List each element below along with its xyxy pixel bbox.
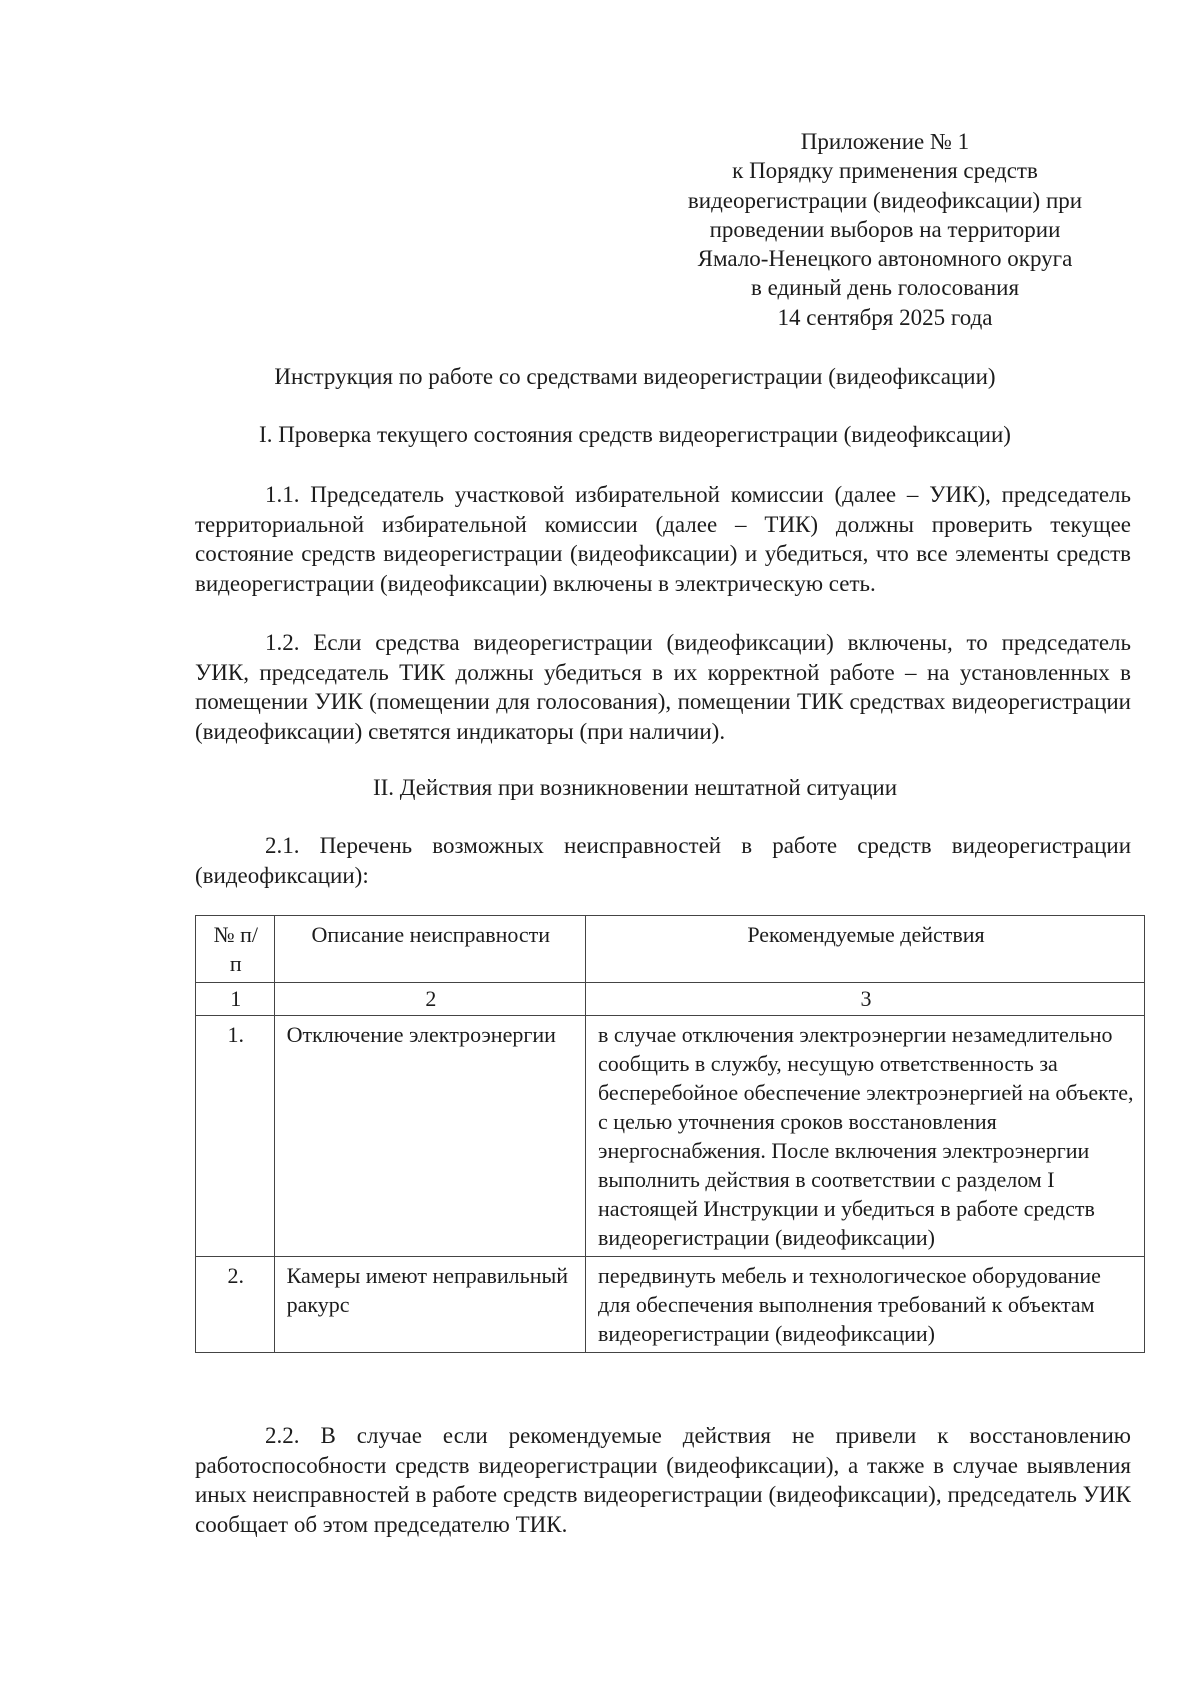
- appendix-line: проведении выборов на территории: [709, 216, 1061, 242]
- faults-table: [195, 915, 1145, 1353]
- paragraph-2-1-text: 2.1. Перечень возможных неисправностей в работе средств видеорегистрации (видеофиксации):: [195, 833, 1131, 888]
- section-2-title: II. Действия при возникновении нештатной ситуации: [372, 775, 898, 800]
- appendix-header: [650, 127, 1120, 332]
- paragraph-2-2: [195, 1421, 1131, 1539]
- appendix-line: Приложение № 1: [800, 129, 970, 154]
- table-row: [196, 1016, 1145, 1257]
- paragraph-1-1-text: 1.1. Председатель участковой избирательной комиссии (далее – УИК), председатель территориальной избирательной комиссии (далее – ТИК) должны проверить текущее состояние средств видеорегистрации (видеофиксации) и убедиться, что все элементы средств видеорегистрации (видеофиксации) включены в электрическую сеть.: [195, 482, 1131, 596]
- paragraph-1-2: [195, 628, 1131, 746]
- column-number: 2: [274, 983, 585, 1016]
- appendix-line: к Порядку применения средств: [732, 158, 1038, 184]
- header-description: Описание неисправности: [274, 916, 585, 983]
- table-row: [196, 1257, 1145, 1353]
- column-number: 1: [196, 983, 275, 1016]
- header-num: № п/п: [196, 916, 275, 983]
- row-description: Камеры имеют неправильный ракурс: [274, 1257, 585, 1353]
- row-num: 1.: [196, 1016, 275, 1257]
- column-number-row: [196, 983, 1145, 1016]
- section-1-title: I. Проверка текущего состояния средств видеорегистрации (видеофиксации): [259, 422, 1011, 447]
- appendix-line: Ямало-Ненецкого автономного округа: [697, 246, 1073, 272]
- appendix-line: видеорегистрации (видеофиксации) при: [687, 187, 1083, 213]
- table-header-row: [196, 916, 1145, 983]
- paragraph-1-2-text: 1.2. Если средства видеорегистрации (видеофиксации) включены, то председатель УИК, председатель ТИК должны убедиться в их корректной работе – на установленных в помещении УИК (помещении для голосования), помещении ТИК средствах видеорегистрации (видеофиксации) светятся индикаторы (при наличии).: [195, 630, 1131, 744]
- paragraph-1-1: [195, 480, 1131, 598]
- row-actions: в случае отключения электроэнергии незамедлительно сообщить в службу, несущую ответственность за бесперебойное обеспечение электроэнергией на объекте, с целью уточнения сроков восстановления энергоснабжения. После включения электроэнергии выполнить действия в соответствии с разделом I настоящей Инструкции и убедиться в работе средств видеорегистрации (видеофиксации): [586, 1016, 1145, 1257]
- document-title: Инструкция по работе со средствами видеорегистрации (видеофиксации): [274, 364, 996, 389]
- row-num: 2.: [196, 1257, 275, 1353]
- appendix-line: в единый день голосования: [750, 275, 1020, 301]
- header-actions: Рекомендуемые действия: [586, 916, 1145, 983]
- appendix-line: 14 сентября 2025 года: [777, 304, 993, 330]
- row-description: Отключение электроэнергии: [274, 1016, 585, 1257]
- row-actions: передвинуть мебель и технологическое оборудование для обеспечения выполнения требований к объектам видеорегистрации (видеофиксации): [586, 1257, 1145, 1353]
- paragraph-2-1: [195, 831, 1131, 890]
- column-number: 3: [586, 983, 1145, 1016]
- paragraph-2-2-text: 2.2. В случае если рекомендуемые действия не привели к восстановлению работоспособности средств видеорегистрации (видеофиксации), а также в случае выявления иных неисправностей в работе средств видеорегистрации (видеофиксации), председатель УИК сообщает об этом председателю ТИК.: [195, 1423, 1131, 1537]
